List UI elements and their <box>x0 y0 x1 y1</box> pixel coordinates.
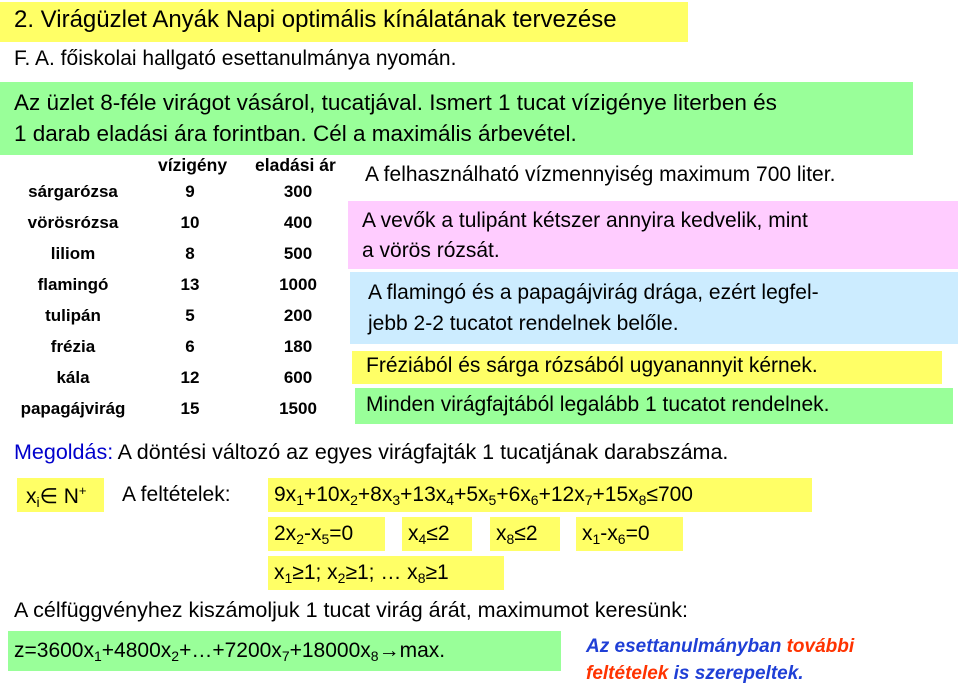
constraint-min: $x_1\ge 1$; $x_2\ge 1$; … $x_8\ge 1$ <box>268 556 504 590</box>
table-cell-water: 10 <box>180 213 200 232</box>
intro-line-2: 1 darab eladási ára forintban. Cél a maximális árbevétel. <box>14 121 577 146</box>
title-box <box>0 2 688 42</box>
constraint-water: $9x_1+10x_2+8x_3+13x_4+5x_5+6x_6+12x_7+15x_8\le 700$ <box>268 478 812 512</box>
solution-text: A döntési változó az egyes virágfajták 1 tucatjának darabszáma. <box>117 440 729 464</box>
header-price: eladási ár <box>255 155 336 175</box>
table-cell-name: flamingó <box>37 275 109 294</box>
condition-frezia: Fréziából és sárga rózsából ugyanannyit kérnek. <box>366 354 818 377</box>
condition-tulip-line-2: a vörös rózsát. <box>362 239 500 262</box>
intro-line-1: Az üzlet 8-féle virágot vásárol, tucatjával. Ismert 1 tucat vízigénye literben és <box>14 90 777 115</box>
intro-box <box>0 82 913 155</box>
table-cell-water: 13 <box>180 275 200 294</box>
solution-label: Megoldás: <box>14 440 114 464</box>
table-cell-water: 8 <box>185 244 195 263</box>
condition-flamingo-box <box>350 272 958 344</box>
table-cell-name: kála <box>56 368 90 387</box>
table-cell-price: 400 <box>283 213 313 232</box>
condition-flamingo-line-1: A flamingó és a papagájvirág drága, ezért legfel- <box>368 281 819 304</box>
condition-min: Minden virágfajtából legalább 1 tucatot rendelnek. <box>366 393 830 416</box>
constraint-tulip: $2x_2-x_5=0$ <box>268 517 385 551</box>
note-part-2: további <box>786 636 855 657</box>
table-cell-price: 1000 <box>279 275 317 294</box>
solution-line <box>14 440 728 465</box>
condition-frezia-box <box>352 351 942 384</box>
objective-intro: A célfüggvényhez kiszámoljuk 1 tucat virág árát, maximumot keresünk: <box>14 598 688 622</box>
table-cell-water: 9 <box>185 182 195 201</box>
table-cell-water: 6 <box>185 337 195 356</box>
table-cell-price: 300 <box>283 182 313 201</box>
constraint-flamingo: $x_4\le 2$ <box>402 517 472 551</box>
condition-min-box <box>355 388 953 424</box>
note-line-1 <box>586 636 854 658</box>
condition-water-box <box>347 160 957 194</box>
table-cell-water: 5 <box>185 306 195 325</box>
table-cell-price: 180 <box>283 337 313 356</box>
table-cell-name: tulipán <box>45 306 101 325</box>
note-part-1: Az esettanulmányban <box>586 636 782 657</box>
table-cell-name: papagájvirág <box>20 399 126 418</box>
note-part-4: is szerepeltek. <box>673 663 804 684</box>
table-cell-price: 1500 <box>279 399 317 418</box>
page-title: 2. Virágüzlet Anyák Napi optimális kínálatának tervezése <box>14 6 617 33</box>
constraints-label: A feltételek: <box>122 483 231 506</box>
table-cell-price: 500 <box>283 244 313 263</box>
table-cell-water: 15 <box>180 399 200 418</box>
domain-label: $x_i\in$ N+ <box>26 483 87 510</box>
constraint-papagaj: $x_8\le 2$ <box>490 517 560 551</box>
condition-tulip-line-1: A vevők a tulipánt kétszer annyira kedvelik, mint <box>362 209 808 232</box>
note-line-2 <box>586 663 804 685</box>
note-part-3: feltételek <box>586 663 669 684</box>
condition-flamingo-line-2: jebb 2-2 tucatot rendelnek belőle. <box>368 312 679 335</box>
condition-water: A felhasználható vízmennyiség maximum 700 liter. <box>365 163 836 186</box>
table-cell-name: liliom <box>50 244 96 263</box>
header-water: vízigény <box>158 155 228 175</box>
table-cell-price: 600 <box>283 368 313 387</box>
domain-box <box>17 478 104 512</box>
table-cell-water: 12 <box>180 368 200 387</box>
objective-box: $z=3600x_1+4800x_2+\dots+7200x_7+18000x_8\to\max$. <box>8 631 561 671</box>
constraint-frezia: $x_1-x_6=0$ <box>576 517 683 551</box>
subtitle: F. A. főiskolai hallgató esettanulmánya nyomán. <box>14 47 457 70</box>
table-cell-name: vörösrózsa <box>27 213 119 232</box>
table-cell-name: sárgarózsa <box>28 182 118 201</box>
table-cell-name: frézia <box>50 337 96 356</box>
table-cell-price: 200 <box>283 306 313 325</box>
condition-tulip-box <box>348 201 958 269</box>
